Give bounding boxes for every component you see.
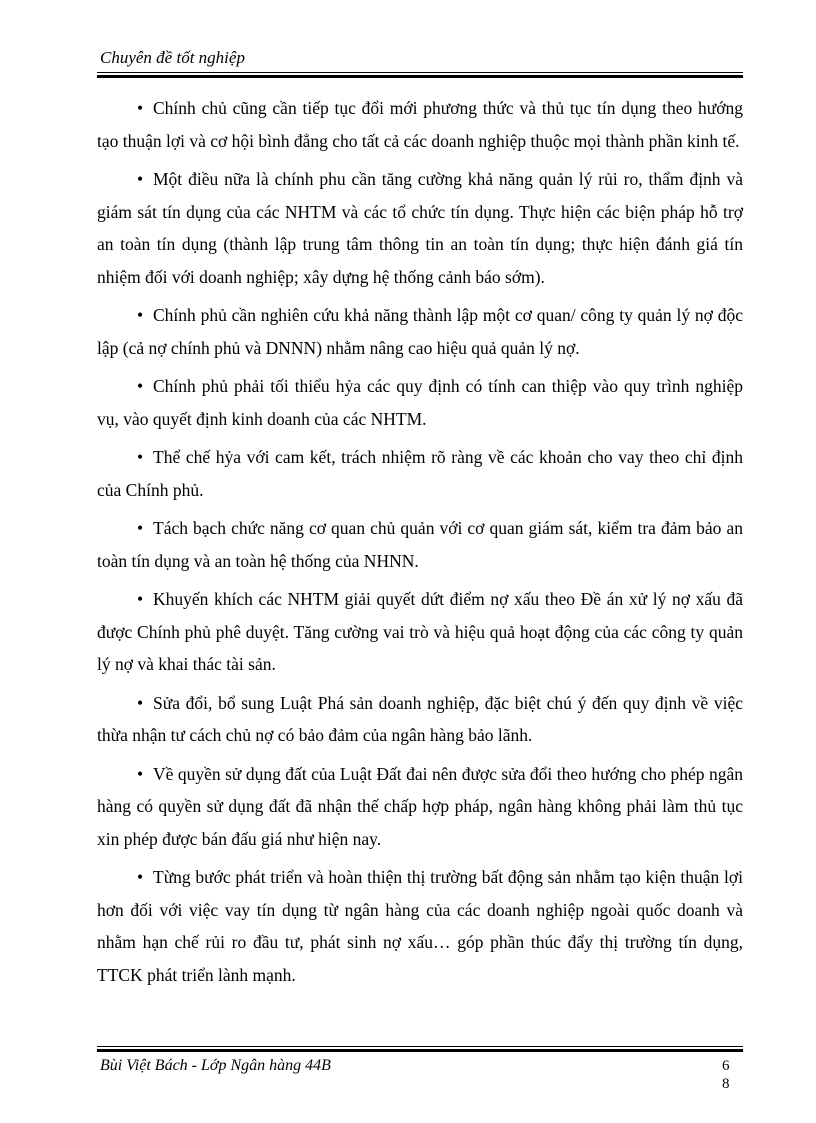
body-content (97, 92, 743, 997)
bullet-paragraph-8 (97, 687, 743, 752)
bullet-paragraph-6 (97, 512, 743, 577)
bullet-icon: • (137, 692, 144, 713)
paragraph-text: Tách bạch chức năng cơ quan chủ quản với cơ quan giám sát, kiểm tra đảm bảo an toàn tín dụng và an toàn hệ thống của NHNN. (97, 518, 743, 571)
bullet-icon: • (137, 305, 144, 325)
paragraph-text: Chính phủ phải tối thiểu hỷa các quy định có tính can thiệp vào quy trình nghiệp vụ, vào quyết định kinh doanh của các NHTM. (97, 376, 743, 429)
paragraph-text: Chính chủ cũng cần tiếp tục đổi mới phương thức và thủ tục tín dụng theo hướng tạo thuận lợi và cơ hội bình đẳng cho tất cả các doanh nghiệp thuộc mọi thành phần kinh tế. (97, 98, 743, 151)
paragraph-text: Khuyến khích các NHTM giải quyết dứt điểm nợ xấu theo Đề án xử lý nợ xấu đã được Chính phủ phê duyệt. Tăng cường vai trò và hiệu quả hoạt động của các công ty quản lý nợ và khai thác tài sản. (97, 589, 743, 674)
header-rule-thick (97, 75, 743, 78)
bullet-paragraph-2 (97, 163, 743, 293)
bullet-icon: • (137, 169, 144, 189)
bullet-icon: • (137, 867, 144, 887)
bullet-paragraph-4 (97, 370, 743, 435)
bullet-paragraph-10 (97, 861, 743, 991)
page-number (722, 1057, 730, 1093)
bullet-icon: • (137, 376, 144, 396)
footer-rule-thick (97, 1049, 743, 1052)
bullet-icon: • (137, 98, 144, 118)
bullet-paragraph-5 (97, 441, 743, 506)
page-header-title: Chuyên đề tốt nghiệp (100, 48, 245, 67)
paragraph-text: Một điều nữa là chính phu cần tăng cường khả năng quản lý rủi ro, thẩm định và giám sát tín dụng của các NHTM và các tổ chức tín dụng. Thực hiện các biện pháp hỗ trợ an toàn tín dụng (thành lập trung tâm thông tin an toàn tín dụng; thực hiện đánh giá tín nhiệm đối với doanh nghiệp; xây dựng hệ thống cảnh báo sớm). (97, 169, 743, 287)
page-number-digit-1: 6 (722, 1058, 730, 1074)
bullet-icon: • (137, 589, 144, 609)
bullet-icon: • (137, 447, 144, 467)
bullet-paragraph-3 (97, 299, 743, 364)
paragraph-text: Về quyền sử dụng đất của Luật Đất đai nên được sửa đổi theo hướng cho phép ngân hàng có quyền sử dụng đất đã nhận thế chấp hợp pháp, ngân hàng không phải làm thủ tục xin phép được bán đấu giá như hiện nay. (97, 763, 743, 849)
bullet-paragraph-1 (97, 92, 743, 157)
bullet-paragraph-9 (97, 758, 743, 856)
paragraph-text: Thể chế hỷa với cam kết, trách nhiệm rõ ràng về các khoản cho vay theo chỉ định của Chính phủ. (97, 447, 743, 500)
page-number-digit-2: 8 (722, 1076, 730, 1092)
bullet-icon: • (137, 763, 144, 784)
footer-author: Bùi Việt Bách - Lớp Ngân hàng 44B (100, 1057, 331, 1074)
paragraph-text: Chính phủ cần nghiên cứu khả năng thành lập một cơ quan/ công ty quản lý nợ độc lập (cả nợ chính phủ và DNNN) nhằm nâng cao hiệu quả quản lý nợ. (97, 305, 743, 358)
bullet-paragraph-7 (97, 583, 743, 681)
paragraph-text: Từng bước phát triển và hoàn thiện thị trường bất động sản nhằm tạo kiện thuận lợi hơn đối với việc vay tín dụng từ ngân hàng của các doanh nghiệp ngoài quốc doanh và nhằm hạn chế rủi ro đầu tư, phát sinh nợ xấu… góp phần thúc đẩy thị trường tín dụng, TTCK phát triển lành mạnh. (97, 867, 743, 985)
footer-rule-thin (97, 1046, 743, 1047)
bullet-icon: • (137, 518, 144, 538)
paragraph-text: Sửa đổi, bổ sung Luật Phá sản doanh nghiệp, đặc biệt chú ý đến quy định về việc thừa nhận tư cách chủ nợ có bảo đảm của ngân hàng bảo lãnh. (97, 692, 743, 745)
header-rule-thin (97, 72, 743, 73)
